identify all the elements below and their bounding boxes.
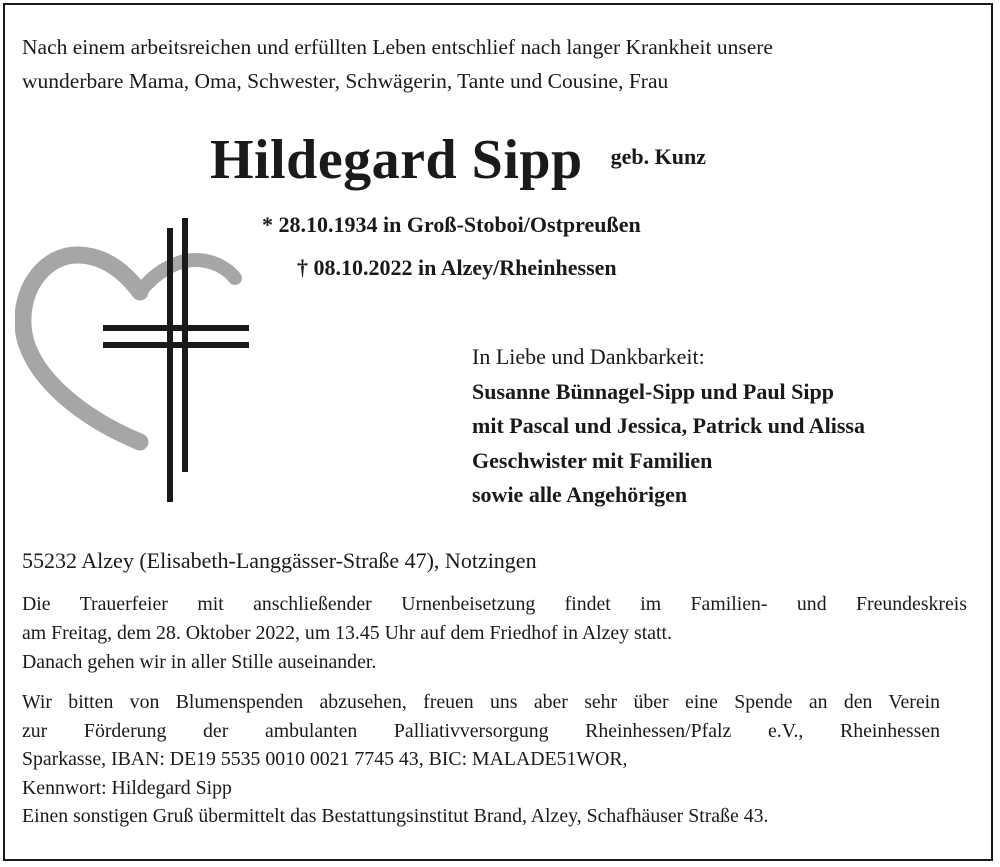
intro-text — [22, 30, 982, 98]
ceremony-line: Danach gehen wir in aller Stille auseinander. — [22, 651, 377, 673]
ceremony-line: Die Trauerfeier mit anschließender Urnenbeisetzung findet im Familien- und Freundeskreis — [22, 593, 967, 615]
heart-cross-icon — [15, 210, 255, 510]
mourner-line: Geschwister mit Familien — [472, 447, 713, 473]
donation-line: Kennwort: Hildegard Sipp — [22, 776, 232, 799]
deceased-name-row — [210, 128, 706, 192]
intro-line-2: wunderbare Mama, Oma, Schwester, Schwägerin, Tante und Cousine, Frau — [22, 69, 669, 93]
mourner-line: sowie alle Angehörigen — [472, 482, 688, 507]
donation-line: Sparkasse, IBAN: DE19 5535 0010 0021 7745 43, BIC: MALADE51WOR, — [22, 748, 628, 770]
mourners-heading: In Liebe und Dankbarkeit: — [472, 344, 705, 369]
donation-line: zur Förderung der ambulanten Palliativversorgung Rheinhessen/Pfalz e.V., Rheinhessen — [22, 719, 940, 742]
ceremony-line: am Freitag, dem 28. Oktober 2022, um 13.45 Uhr auf dem Friedhof in Alzey statt. — [22, 622, 672, 644]
maiden-name: geb. Kunz — [610, 144, 707, 169]
birth-line: * 28.10.1934 in Groß-Stoboi/Ostpreußen — [262, 212, 641, 237]
family-address: 55232 Alzey (Elisabeth-Langgässer-Straße 47), Notzingen — [22, 548, 537, 573]
mourner-line: Susanne Bünnagel-Sipp und Paul Sipp — [472, 378, 834, 404]
donation-text — [22, 688, 940, 831]
mourners-block — [472, 340, 865, 513]
deceased-name: Hildegard Sipp — [210, 129, 583, 191]
heart-icon — [23, 255, 235, 442]
donation-line: Wir bitten von Blumenspenden abzusehen, freuen uns aber sehr über eine Spende an den Verein — [22, 691, 940, 713]
intro-line-1: Nach einem arbeitsreichen und erfüllten Leben entschlief nach langer Krankheit unsere — [22, 35, 773, 59]
mourner-line: mit Pascal und Jessica, Patrick und Alissa — [472, 413, 865, 438]
ceremony-text — [22, 590, 967, 677]
death-line: † 08.10.2022 in Alzey/Rheinhessen — [297, 255, 617, 280]
donation-line: Einen sonstigen Gruß übermittelt das Bestattungsinstitut Brand, Alzey, Schafhäuser Straße 43. — [22, 805, 769, 827]
